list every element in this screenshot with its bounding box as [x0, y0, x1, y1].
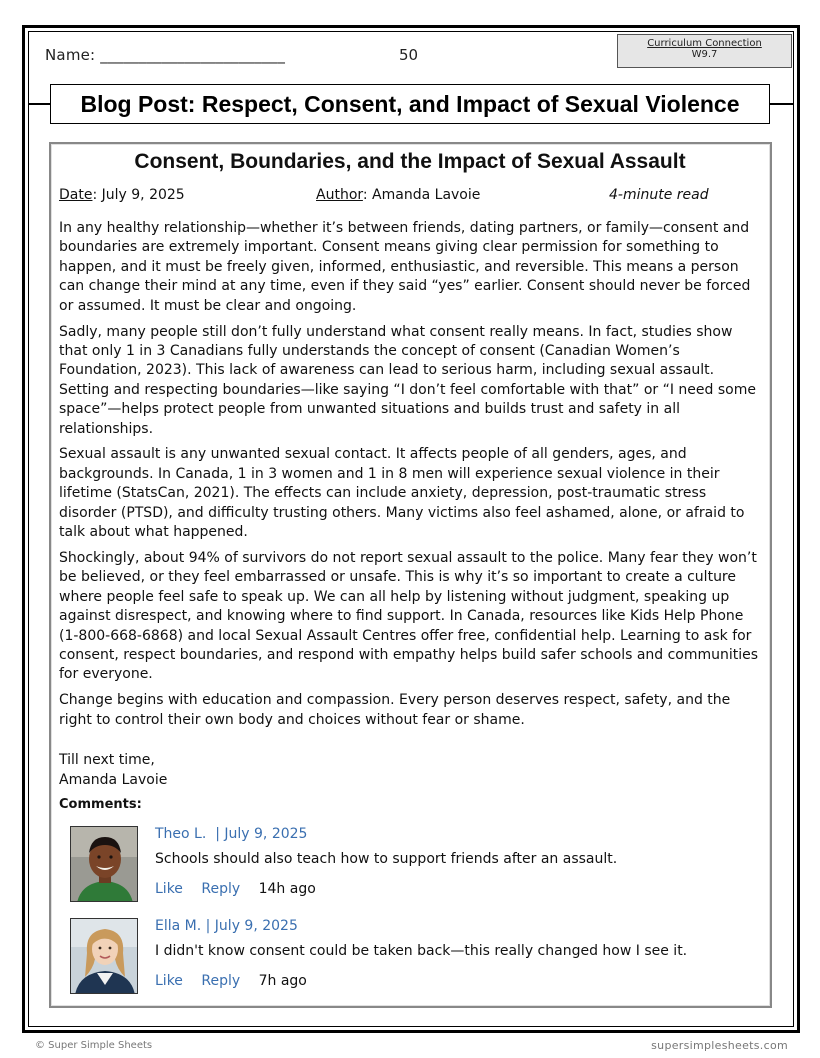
avatar-girl-icon: [71, 919, 138, 994]
date-value: : July 9, 2025: [92, 187, 185, 203]
comment-text: Schools should also teach how to support friends after an assault.: [155, 851, 618, 867]
comment-item: [70, 918, 760, 998]
author-label: Author: [316, 187, 363, 203]
read-time: 4-minute read: [609, 187, 709, 203]
signoff-author: Amanda Lavoie: [59, 772, 168, 788]
page-number: 50: [399, 46, 419, 64]
comment-time: 7h ago: [258, 973, 307, 989]
comment-header: [155, 826, 307, 842]
post-title: Consent, Boundaries, and the Impact of Sexual Assault: [134, 150, 686, 173]
signoff-line-1: Till next time,: [59, 752, 155, 768]
comment-item: [70, 826, 760, 906]
title-rule-left: [28, 103, 52, 105]
post-body: [59, 219, 764, 737]
copyright: © Super Simple Sheets: [35, 1040, 153, 1051]
like-button[interactable]: Like: [155, 973, 183, 989]
paragraph-3: Sexual assault is any unwanted sexual contact. It affects people of all genders, ages, and backgrounds. In Canada, 1 in 3 women and 1 in 8 men will experience sexual violence in their lifetime (StatsCan, 2021). The effects can include anxiety, depression, post-traumatic stress disorder (PTSD), and difficulty trusting others. Many victims also feel ashamed, alone, or afraid to talk about what happened.: [59, 446, 745, 541]
comment-date: | July 9, 2025: [206, 826, 308, 842]
comment-actions: [155, 881, 316, 897]
comment-author[interactable]: Ella M.: [155, 918, 202, 934]
paragraph-4: Shockingly, about 94% of survivors do not report sexual assault to the police. Many fear they won’t be believed, or they feel embarrassed or unsafe. This is why it’s so important to create a culture where people feel safe to speak up. We can all help by listening without judgment, speaking up against disrespect, and knowing where to find support. In Canada, resources like Kids Help Phone (1-800-668-6868) and local Sexual Assault Centres offer free, confidential help. Learning to ask for consent, respect boundaries, and respond with empathy helps build safer schools and communities for everyone.: [59, 550, 759, 683]
like-button[interactable]: Like: [155, 881, 183, 897]
paragraph-1: In any healthy relationship—whether it’s between friends, dating partners, or family—consent and boundaries are extremely important. Consent means giving clear permission for something to happen, and it must be freely given, informed, enthusiastic, and reversible. This means a person can change their mind at any time, even if they said “yes” earlier. Consent should never be forced or assumed. It must be clear and ongoing.: [59, 220, 751, 314]
worksheet-title-box: [50, 84, 770, 124]
paragraph-2: Sadly, many people still don’t fully understand what consent really means. In fact, studies show that only 1 in 3 Canadians fully understands the concept of consent (Canadian Women’s Foundation, 2023). This lack of awareness can lead to serious harm, including sexual assault. Setting and respecting boundaries—like saying “I don’t feel comfortable with that” or “I need some space”—helps protect people from unwanted situations and builds trust and safety in all relationships.: [59, 323, 756, 437]
author-value: : Amanda Lavoie: [362, 187, 481, 203]
comment-actions: [155, 973, 307, 989]
title-rule-right: [768, 103, 794, 105]
comment-author[interactable]: Theo L.: [155, 826, 207, 842]
avatar: [70, 826, 138, 902]
curriculum-title: Curriculum Connection: [647, 38, 762, 49]
date-label: Date: [59, 187, 93, 203]
paragraph-5: Change begins with education and compassion. Every person deserves respect, safety, and the right to control their own body and choices without fear or shame.: [59, 692, 731, 728]
curriculum-code: W9.7: [691, 49, 718, 60]
avatar: [70, 918, 138, 994]
website[interactable]: supersimplesheets.com: [651, 1039, 788, 1052]
reply-button[interactable]: Reply: [201, 881, 241, 897]
avatar-boy-icon: [71, 827, 138, 902]
post-author: [316, 187, 480, 203]
reply-button[interactable]: Reply: [201, 973, 241, 989]
comment-date: | July 9, 2025: [201, 918, 298, 934]
signoff: [59, 750, 167, 790]
curriculum-connection-box: [617, 34, 792, 68]
post-date: [59, 187, 185, 203]
name-field[interactable]: Name: ________________________: [45, 46, 286, 64]
comment-text: I didn't know consent could be taken back—this really changed how I see it.: [155, 943, 688, 959]
comment-header: [155, 918, 298, 934]
comment-time: 14h ago: [258, 881, 316, 897]
comments-heading: Comments:: [59, 797, 142, 812]
worksheet-title: Blog Post: Respect, Consent, and Impact of Sexual Violence: [80, 91, 740, 117]
